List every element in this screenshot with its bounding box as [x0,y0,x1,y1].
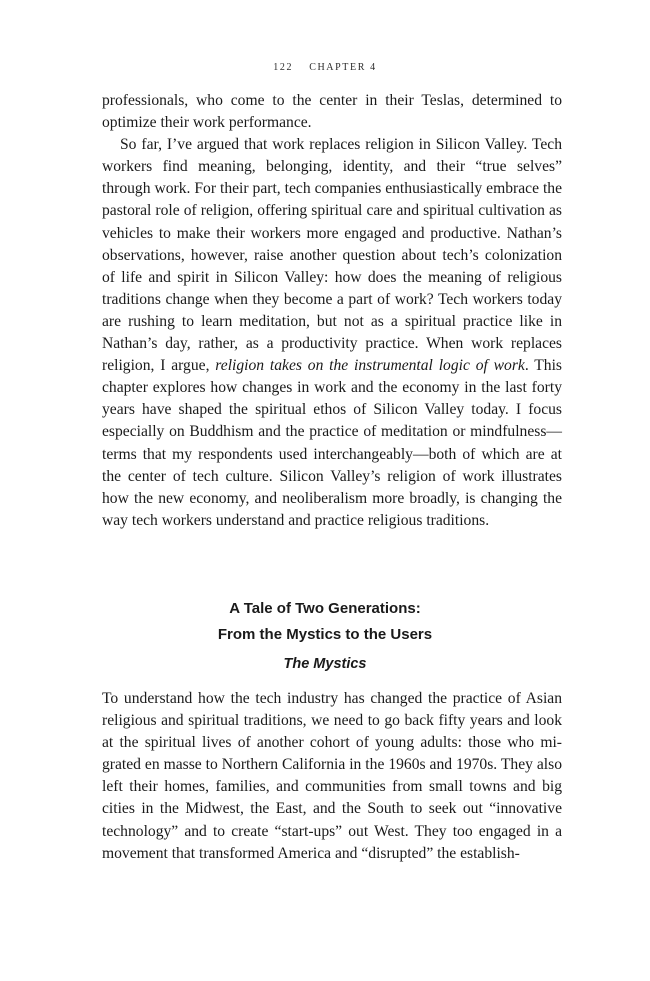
paragraph-argument-part-2: . This chapter explores how changes in work and the economy in the last forty years have shaped the spiritual ethos of Silicon Valley today. I focus especially on Buddhism and the practice of meditation or mindfulness—terms that my respondents used interchangeably—both of which are at the center of tech culture. Silicon Valley’s religion of work illustrates how the new economy, and neoliberalism more broadly, is changing the way tech workers understand and practice religious traditions. [102,357,562,529]
paragraph-argument-emphasis: religion takes on the instrumental logic of work [215,357,525,375]
body-text-upper [102,90,562,532]
page-number: 122 [273,62,294,73]
section-heading [0,596,650,648]
running-head [0,62,650,73]
paragraph-argument [102,134,562,532]
subsection-heading: The Mystics [283,656,367,672]
section-heading-line-2: From the Mystics to the Users [217,626,433,643]
section-heading-line-1: A Tale of Two Generations: [229,600,421,617]
body-text-lower [102,688,562,865]
paragraph-argument-part-1: So far, I’ve argued that work replaces religion in Silicon Valley. Tech workers find meaning, belonging, identity, and their “true selves” through work. For their part, tech companies enthusiastically embrace the pastoral role of religion, offering spiritual care and spiritual cultivation as vehicles to make their workers more engaged and productive. Nathan’s observations, however, raise another question about tech’s colonization of life and spirit in Silicon Valley: how does the meaning of religious traditions change when they become a part of work? Tech workers today are rushing to learn meditation, but not as a spiritual practice like in Nathan’s day, rather, as a productivity practice. When work replaces religion, I argue, [102,136,562,375]
paragraph-mystics: To understand how the tech industry has changed the practice of Asian religious and spiritual traditions, we need to go back fifty years and look at the spiritual lives of another cohort of young adults: those who migrated en masse to Northern California in the 1960s and 1970s. They also left their homes, families, and communities from small towns and big cities in the Midwest, the East, and the South to seek out “innovative technology” and to create “start-ups” out West. They too engaged in a movement that transformed America and “disrupted” the establish- [102,690,562,862]
chapter-label: CHAPTER 4 [309,62,377,73]
paragraph-continuation: professionals, who come to the center in their Teslas, determined to optimize their work performance. [102,92,562,132]
